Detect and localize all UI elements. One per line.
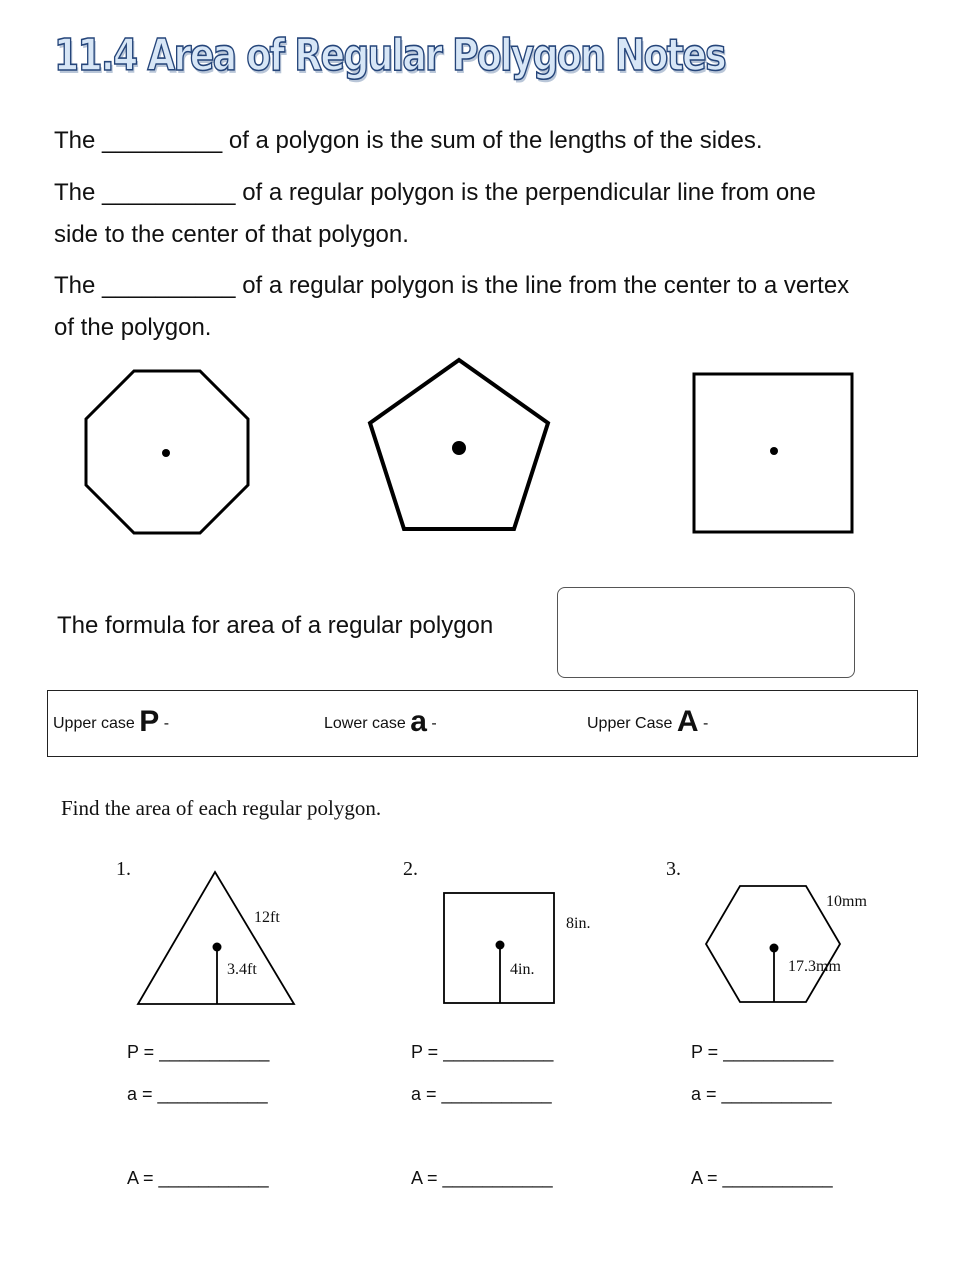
fill-in-blank[interactable]: __________ (102, 272, 236, 299)
vocab-prefix: Upper Case (587, 715, 673, 732)
vocab-letter: a (410, 705, 427, 738)
answer-blank[interactable]: ___________ (442, 1168, 553, 1188)
problem-number: 1. (116, 858, 131, 880)
answer-blank[interactable]: ___________ (441, 1084, 552, 1104)
answer-perimeter (127, 1042, 269, 1063)
vocab-suffix: - (431, 715, 437, 732)
vocab-letter: A (676, 705, 699, 738)
definition-radius (54, 265, 849, 349)
answer-apothem (127, 1084, 268, 1105)
side-length-label: 12ft (254, 909, 280, 926)
answer-area (691, 1168, 833, 1189)
answer-label: a = (691, 1084, 717, 1104)
answer-label: a = (411, 1084, 437, 1104)
problem-2-square (440, 888, 560, 1008)
center-point (770, 447, 778, 455)
definition-text: of a polygon is the sum of the lengths of the sides. (228, 127, 763, 154)
vocab-prefix: Lower case (324, 715, 406, 732)
definition-apothem (54, 172, 816, 256)
definition-text: of a regular polygon is the perpendicular line from one (242, 179, 816, 206)
answer-label: A = (411, 1168, 438, 1188)
answer-perimeter (691, 1042, 833, 1063)
answer-blank[interactable]: ___________ (157, 1084, 268, 1104)
octagon-shape (86, 371, 248, 533)
answer-apothem (411, 1084, 552, 1105)
vocab-letter: P (139, 705, 160, 738)
answer-label: P = (127, 1042, 155, 1062)
vocab-area (587, 705, 708, 739)
center-point (162, 449, 170, 457)
pentagon-shape (370, 360, 548, 529)
definition-continuation: of the polygon. (54, 314, 212, 341)
fill-in-blank[interactable]: __________ (102, 179, 236, 206)
answer-label: A = (127, 1168, 154, 1188)
vocab-perimeter (53, 705, 169, 739)
definition-prefix: The (54, 179, 96, 206)
answer-blank[interactable]: ___________ (721, 1084, 832, 1104)
page-title: 11.4 Area of Regular Polygon Notes (54, 30, 725, 81)
square-shape (694, 374, 852, 532)
side-length-label: 8in. (566, 915, 591, 932)
answer-label: A = (691, 1168, 718, 1188)
formula-label: The formula for area of a regular polygon (57, 612, 494, 639)
apothem-label: 3.4ft (227, 961, 257, 978)
answer-blank[interactable]: ___________ (723, 1042, 834, 1062)
problem-1-triangle (130, 866, 305, 1011)
apothem-label: 4in. (510, 961, 535, 978)
definition-perimeter (54, 120, 763, 162)
side-length-label: 10mm (826, 893, 867, 910)
answer-area (127, 1168, 269, 1189)
answer-blank[interactable]: ___________ (443, 1042, 554, 1062)
vocab-apothem (324, 705, 437, 739)
apothem-label: 17.3mm (788, 958, 841, 975)
vocab-suffix: - (702, 715, 709, 732)
answer-blank[interactable]: ___________ (158, 1168, 269, 1188)
answer-area (411, 1168, 553, 1189)
vocab-prefix: Upper case (53, 715, 135, 732)
answer-blank[interactable]: ___________ (159, 1042, 270, 1062)
answer-blank[interactable]: ___________ (722, 1168, 833, 1188)
example-shapes (0, 350, 979, 550)
vocab-suffix: - (163, 715, 170, 732)
formula-answer-box[interactable] (557, 587, 855, 678)
fill-in-blank[interactable]: _________ (102, 127, 223, 154)
definition-prefix: The (54, 127, 96, 154)
problem-number: 2. (403, 858, 418, 880)
definition-continuation: side to the center of that polygon. (54, 221, 409, 248)
problem-number: 3. (666, 858, 681, 880)
definition-text: of a regular polygon is the line from the center to a vertex (242, 272, 850, 299)
answer-label: a = (127, 1084, 153, 1104)
center-point (452, 441, 466, 455)
answer-apothem (691, 1084, 832, 1105)
variable-definitions-box (47, 690, 918, 757)
answer-perimeter (411, 1042, 553, 1063)
answer-label: P = (411, 1042, 439, 1062)
definition-prefix: The (54, 272, 96, 299)
answer-label: P = (691, 1042, 719, 1062)
instructions: Find the area of each regular polygon. (61, 796, 382, 820)
